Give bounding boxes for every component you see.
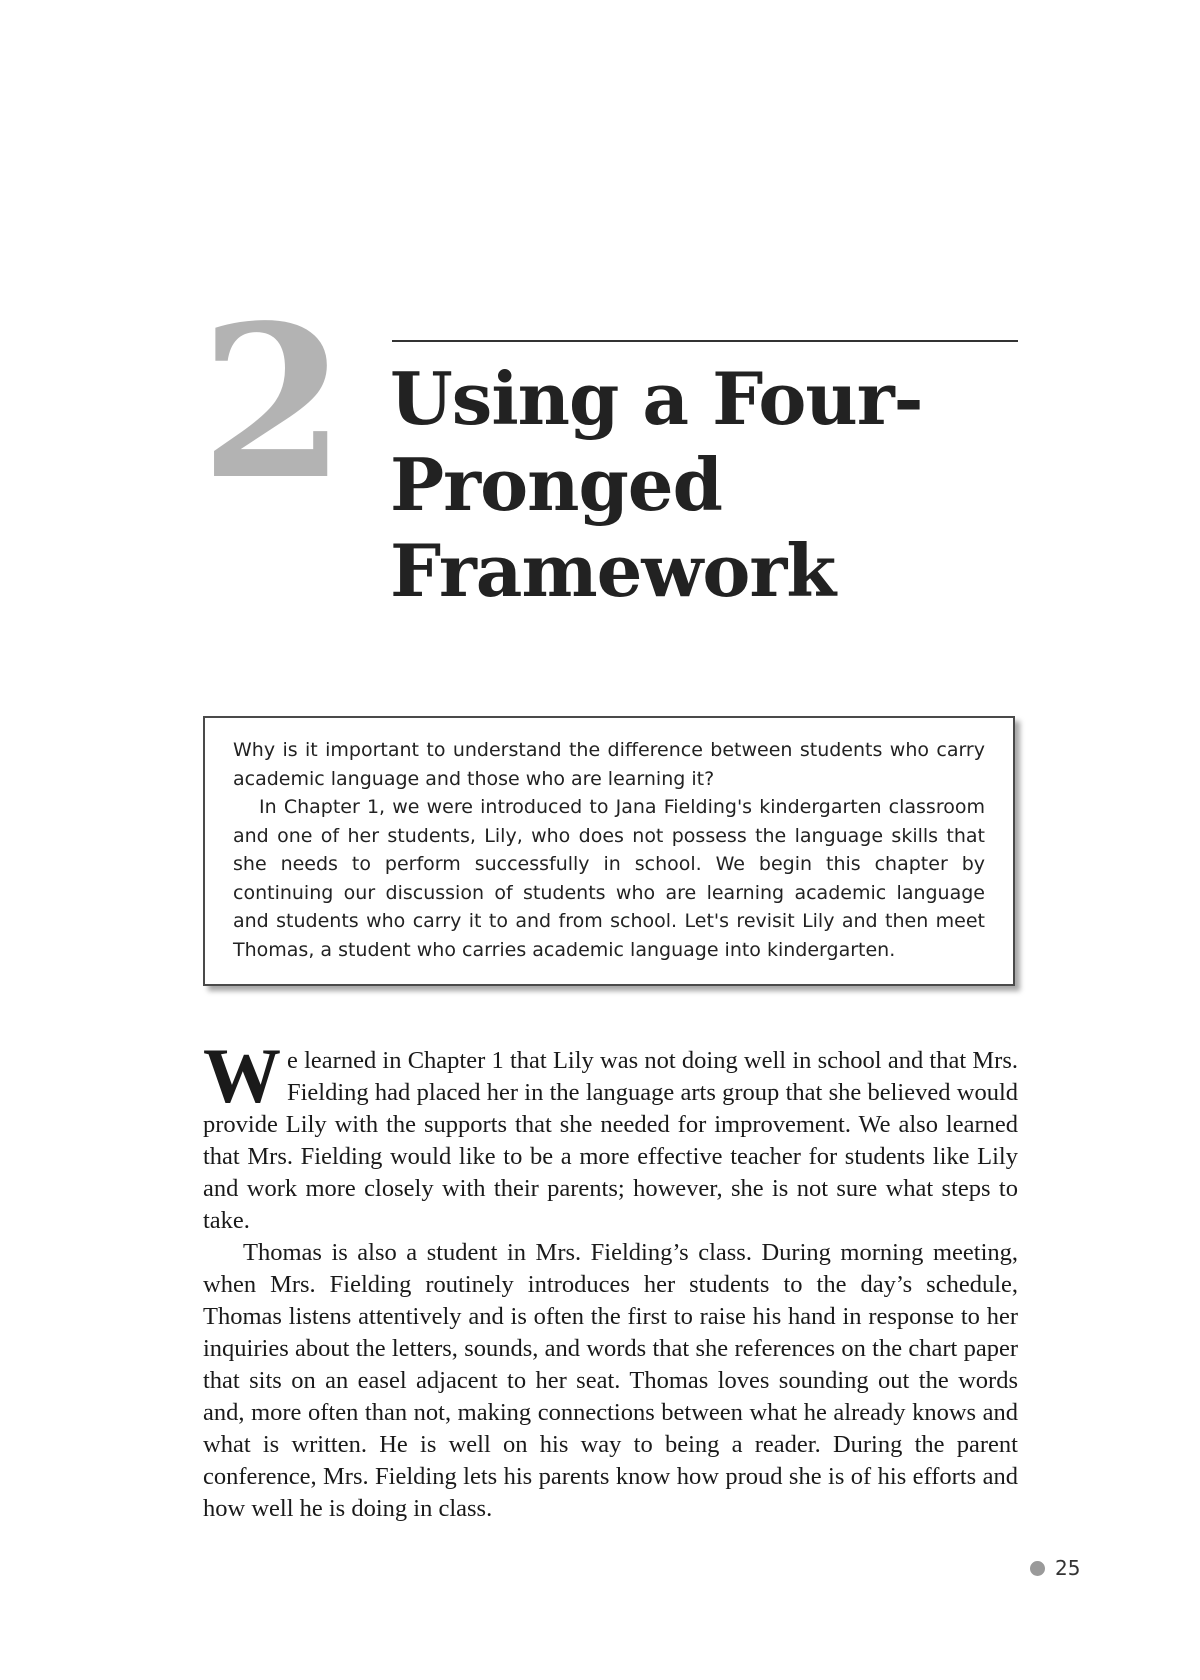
body-paragraph-1-text: e learned in Chapter 1 that Lily was not doing well in school and that Mrs. Fielding had placed her in the language arts group that she believed would provide Lily with the supports that she needed for improvement. We also learned that Mrs. Fielding would like to be a more effective teacher for students like Lily and work more closely with their parents; however, she is not sure what steps to take.: [203, 1047, 1018, 1234]
chapter-title-line: Framework: [390, 528, 836, 613]
page-footer: [1030, 1556, 1080, 1580]
intro-question: Why is it important to understand the difference between students who carry academic language and those who are learning it?: [233, 739, 985, 790]
body-text: [203, 1032, 1018, 1525]
intro-paragraph: In Chapter 1, we were introduced to Jana Fielding's kindergarten classroom and one of her students, Lily, who does not possess the language skills that she needs to perform successfully in school. We begin this chapter by continuing our discussion of students who are learning academic language and students who carry it to and from school. Let's revisit Lily and then meet Thomas, a student who carries academic language into kindergarten.: [233, 796, 985, 961]
page-bullet-icon: [1030, 1561, 1045, 1576]
body-paragraph-2: Thomas is also a student in Mrs. Fielding’s class. During morning meeting, when Mrs. Fielding routinely introduces her students to the day’s schedule, Thomas listens attentively and is often the first to raise his hand in response to her inquiries about the letters, sounds, and words that she references on the chart paper that sits on an easel adjacent to her seat. Thomas loves sounding out the words and, more often than not, making connections between what he already knows and what is written. He is well on his way to being a reader. During the parent conference, Mrs. Fielding lets his parents know how proud she is of his efforts and how well he is doing in class.: [203, 1239, 1018, 1522]
chapter-title: [390, 356, 1010, 614]
chapter-number: 2: [200, 279, 343, 526]
body-paragraph-1: [203, 1032, 1018, 1237]
page-number: 25: [1055, 1556, 1081, 1580]
intro-box: [203, 716, 1015, 986]
title-rule: [392, 340, 1018, 342]
drop-cap: W: [203, 1032, 281, 1119]
chapter-title-line: Pronged: [390, 442, 722, 527]
chapter-title-line: Using a Four-: [390, 356, 923, 441]
